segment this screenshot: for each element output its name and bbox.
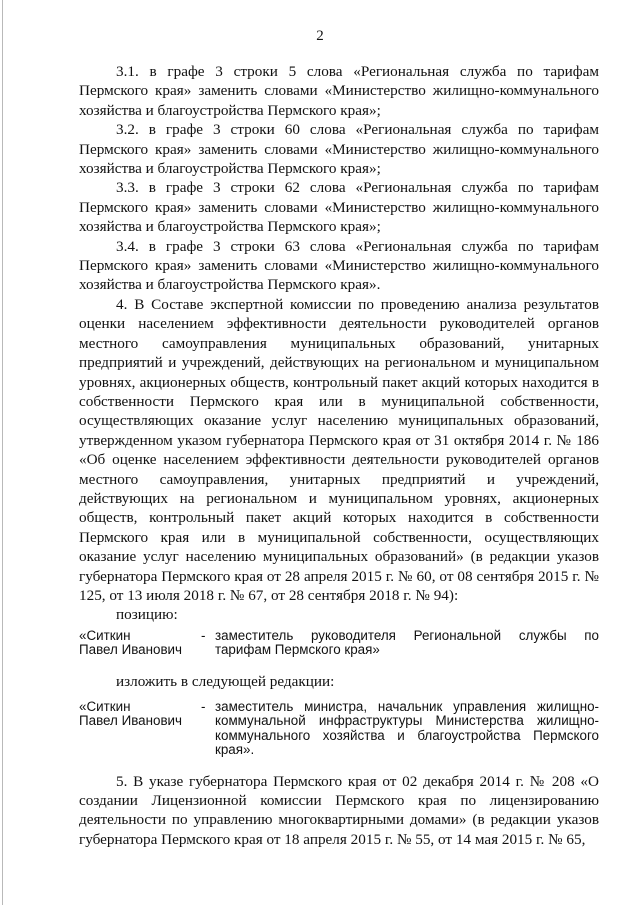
new-entry-description: заместитель министра, начальник управления жилищно-коммунальной инфраструктуры Министерства жилищно-коммунального хозяйства и благоустройства Пермского края». <box>215 699 599 758</box>
paragraph-3-4: 3.4. в графе 3 строки 63 слова «Региональная служба по тарифам Пермского края» заменить словами «Министерство жилищно-коммунального хозяйства и благоустройства Пермского края». <box>79 237 599 294</box>
old-entry <box>79 629 599 658</box>
old-entry-given-name: Павел Иванович <box>79 642 183 658</box>
position-label: позицию: <box>116 606 178 624</box>
paragraph-3-1: 3.1. в графе 3 строки 5 слова «Региональная служба по тарифам Пермского края» заменить словами «Министерство жилищно-коммунального хозяйства и благоустройства Пермского края»; <box>79 63 599 119</box>
old-entry-dash: - <box>201 627 206 643</box>
new-entry-name <box>79 700 201 758</box>
paragraph-4: 4. В Составе экспертной комиссии по проведению анализа результатов оценки населением эффективности деятельности руководителей органов местного самоуправления муниципальных образований, унитарных предприятий и учреждений, действующих на региональном и муниципальном уровнях, акционерных обществ, контрольный пакет акций которых находится в собственности Пермского края или в муниципальной собственности, осуществляющих оказание услуг населению муниципальных образований, утвержденном указом губернатора Пермского края от 31 октября 2014 г. № 186 «Об оценке населением эффективности деятельности руководителей органов местного самоуправления, унитарных предприятий и учреждений, действующих на региональном и муниципальном уровнях, акционерных обществ, контрольный пакет акций которых находится в собственности Пермского края или в муниципальной собственности, осуществляющих оказание услуг населению муниципальных образований» (в редакции указов губернатора Пермского края от 28 апреля 2015 г. № 60, от 08 сентября 2015 г. № 125, от 13 июля 2018 г. № 67, от 28 сентября 2018 г. № 94): <box>79 295 599 604</box>
paragraph-3-2: 3.2. в графе 3 строки 60 слова «Региональная служба по тарифам Пермского края» заменить словами «Министерство жилищно-коммунального хозяйства и благоустройства Пермского края»; <box>79 121 599 178</box>
old-entry-description: заместитель руководителя Региональной службы по тарифам Пермского края» <box>215 627 599 658</box>
scan-edge-line <box>2 0 3 905</box>
paragraph-5: 5. В указе губернатора Пермского края от 02 декабря 2014 г. № 208 «О создании Лицензионной комиссии Пермского края по лицензированию деятельности по управлению многоквартирными домами» (в редакции указов губернатора Пермского края от 18 апреля 2015 г. № 55, от 14 мая 2015 г. № 65, <box>79 772 599 848</box>
edition-label: изложить в следующей редакции: <box>116 672 335 690</box>
document-body <box>79 62 599 849</box>
new-entry-surname: «Ситкин <box>79 699 131 714</box>
new-entry-given-name: Павел Иванович <box>79 713 183 729</box>
old-entry-surname: «Ситкин <box>79 627 131 643</box>
new-entry-dash: - <box>201 699 206 714</box>
paragraph-3-3: 3.3. в графе 3 строки 62 слова «Региональная служба по тарифам Пермского края» заменить словами «Министерство жилищно-коммунального хозяйства и благоустройства Пермского края»; <box>79 179 599 236</box>
page-number: 2 <box>316 28 324 44</box>
new-entry <box>79 700 599 758</box>
old-entry-name <box>79 629 201 658</box>
